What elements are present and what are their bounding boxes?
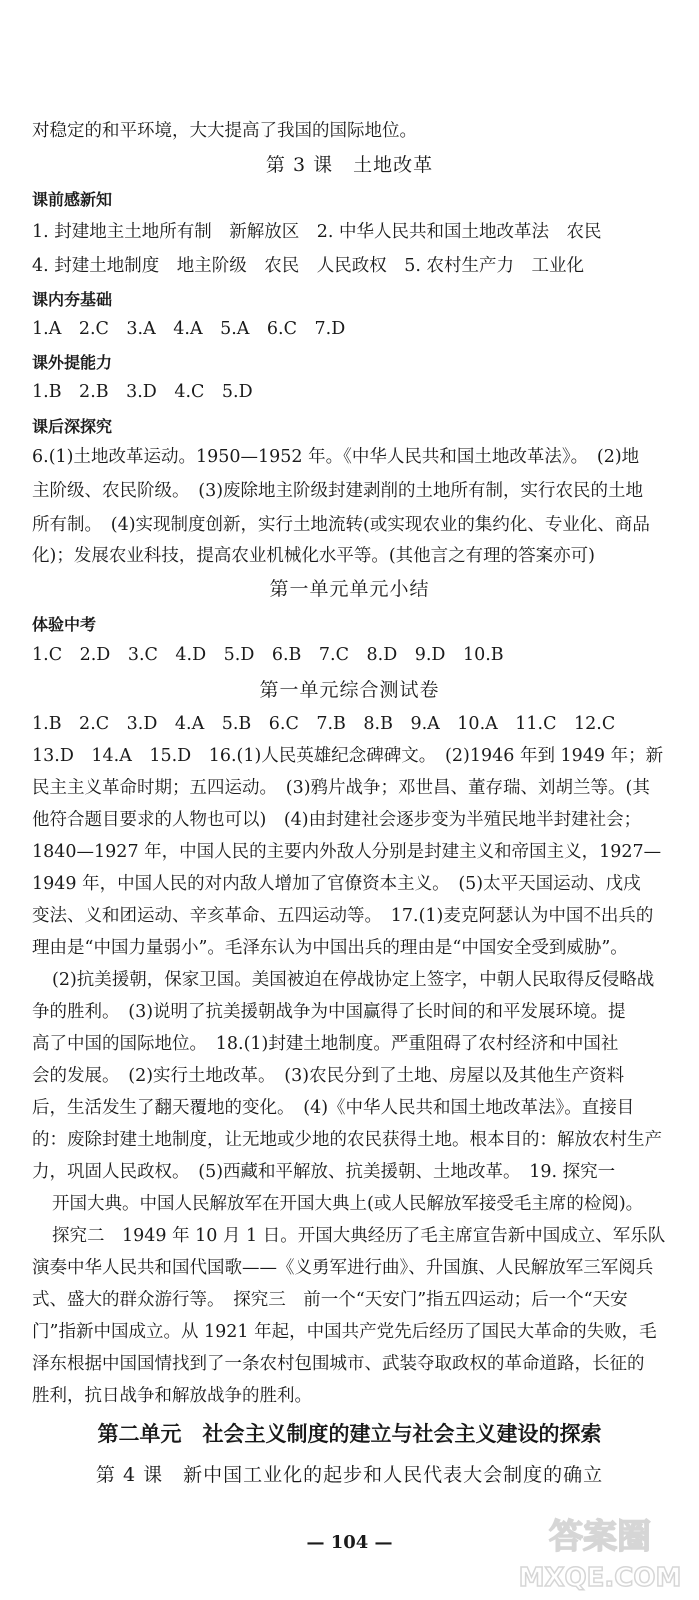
section-heading: 课外提能力 (32, 353, 113, 372)
page-number: — 104 — (306, 1532, 393, 1553)
summary-title: 第一单元单元小结 (269, 578, 430, 600)
text-line: 6.(1)土地改革运动。1950—1952 年。《中华人民共和国土地改革法》。 (2)地 (32, 447, 640, 467)
watermark-top-text: 答案圈 (549, 1517, 651, 1557)
text-line: 的：废除封建土地制度，让无地或少地的农民获得土地。根本目的：解放农村生产 (32, 1130, 662, 1150)
text-line: 1.B 2.B 3.D 4.C 5.D (32, 382, 253, 402)
text-line: 开国大典。中国人民解放军在开国大典上(或人民解放军接受毛主席的检阅)。 (52, 1194, 644, 1214)
text-line: 1.A 2.C 3.A 4.A 5.A 6.C 7.D (32, 319, 346, 339)
section-heading: 课内夯基础 (32, 290, 113, 309)
lesson-title: 第 3 课 土地改革 (265, 154, 434, 176)
watermark-bottom-text: MXQE.COM (518, 1563, 682, 1593)
text-line: 1.C 2.D 3.C 4.D 5.D 6.B 7.C 8.D 9.D 10.B (32, 645, 504, 665)
text-line: 1840—1927 年，中国人民的主要内外敌人分别是封建主义和帝国主义，1927— (32, 842, 662, 862)
section-heading: 课前感新知 (32, 190, 113, 209)
text-line: 民主主义革命时期；五四运动。 (3)鸦片战争；邓世昌、董存瑞、刘胡兰等。(其 (32, 778, 650, 798)
text-line: 13.D 14.A 15.D 16.(1)人民英雄纪念碑碑文。 (2)1946 年到 1949 年；新 (32, 746, 664, 766)
text-line: 1. 封建地主土地所有制 新解放区 2. 中华人民共和国土地改革法 农民 (32, 222, 602, 242)
text-line: 主阶级、农民阶级。 (3)废除地主阶级封建剥削的土地所有制，实行农民的土地 (32, 481, 644, 501)
text-line: 变法、义和团运动、辛亥革命、五四运动等。 17.(1)麦克阿瑟认为中国不出兵的 (32, 906, 654, 926)
section-heading: 课后深探究 (32, 417, 113, 436)
text-line: 对稳定的和平环境，大大提高了我国的国际地位。 (32, 121, 417, 141)
text-line: 力，巩固人民政权。 (5)西藏和平解放、抗美援朝、土地改革。 19. 探究一 (32, 1162, 616, 1182)
text-line: 1.B 2.C 3.D 4.A 5.B 6.C 7.B 8.B 9.A 10.A 11.C 12.C (32, 714, 616, 734)
section-heading: 体验中考 (32, 615, 97, 634)
text-line: 演奏中华人民共和国代国歌——《义勇军进行曲》、升国旗、人民解放军三军阅兵 (32, 1258, 654, 1278)
text-line: 争的胜利。 (3)说明了抗美援朝战争为中国赢得了长时间的和平发展环境。提 (32, 1002, 626, 1022)
text-line: 高了中国的国际地位。 18.(1)封建土地制度。严重阻碍了农村经济和中国社 (32, 1034, 619, 1054)
text-line: 会的发展。 (2)实行土地改革。 (3)农民分到了土地、房屋以及其他生产资料 (32, 1066, 625, 1086)
text-line: 后，生活发生了翻天覆地的变化。 (4)《中华人民共和国土地改革法》。直接目 (32, 1098, 635, 1118)
lesson-title: 第 4 课 新中国工业化的起步和人民代表大会制度的确立 (95, 1464, 604, 1486)
watermark-logo (505, 1500, 695, 1596)
text-line: 他符合题目要求的人物也可以) (4)由封建社会逐步变为半殖民地半封建社会； (32, 810, 642, 830)
text-line: 门”指新中国成立。从 1921 年起，中国共产党先后经历了国民大革命的失败，毛 (32, 1322, 657, 1342)
text-line: 所有制。 (4)实现制度创新，实行土地流转(或实现农业的集约化、专业化、商品 (32, 515, 650, 535)
text-line: 1949 年，中国人民的对内敌人增加了官僚资本主义。 (5)太平天国运动、戊戌 (32, 874, 641, 894)
text-line: 化)；发展农业科技，提高农业机械化水平等。(其他言之有理的答案亦可) (32, 546, 595, 566)
text-line: 胜利，抗日战争和解放战争的胜利。 (32, 1386, 312, 1406)
unit-title: 第二单元 社会主义制度的建立与社会主义建设的探索 (97, 1422, 602, 1446)
test-title: 第一单元综合测试卷 (259, 679, 440, 701)
text-line: 式、盛大的群众游行等。 探究三 前一个“天安门”指五四运动；后一个“天安 (32, 1290, 628, 1310)
text-line: 理由是“中国力量弱小”。毛泽东认为中国出兵的理由是“中国安全受到威胁”。 (32, 938, 628, 958)
text-line: (2)抗美援朝，保家卫国。美国被迫在停战协定上签字，中朝人民取得反侵略战 (52, 970, 655, 990)
text-line: 探究二 1949 年 10 月 1 日。开国大典经历了毛主席宣告新中国成立、军乐队 (52, 1226, 666, 1246)
text-line: 4. 封建土地制度 地主阶级 农民 人民政权 5. 农村生产力 工业化 (32, 256, 585, 276)
text-line: 泽东根据中国国情找到了一条农村包围城市、武装夺取政权的革命道路，长征的 (32, 1354, 645, 1374)
